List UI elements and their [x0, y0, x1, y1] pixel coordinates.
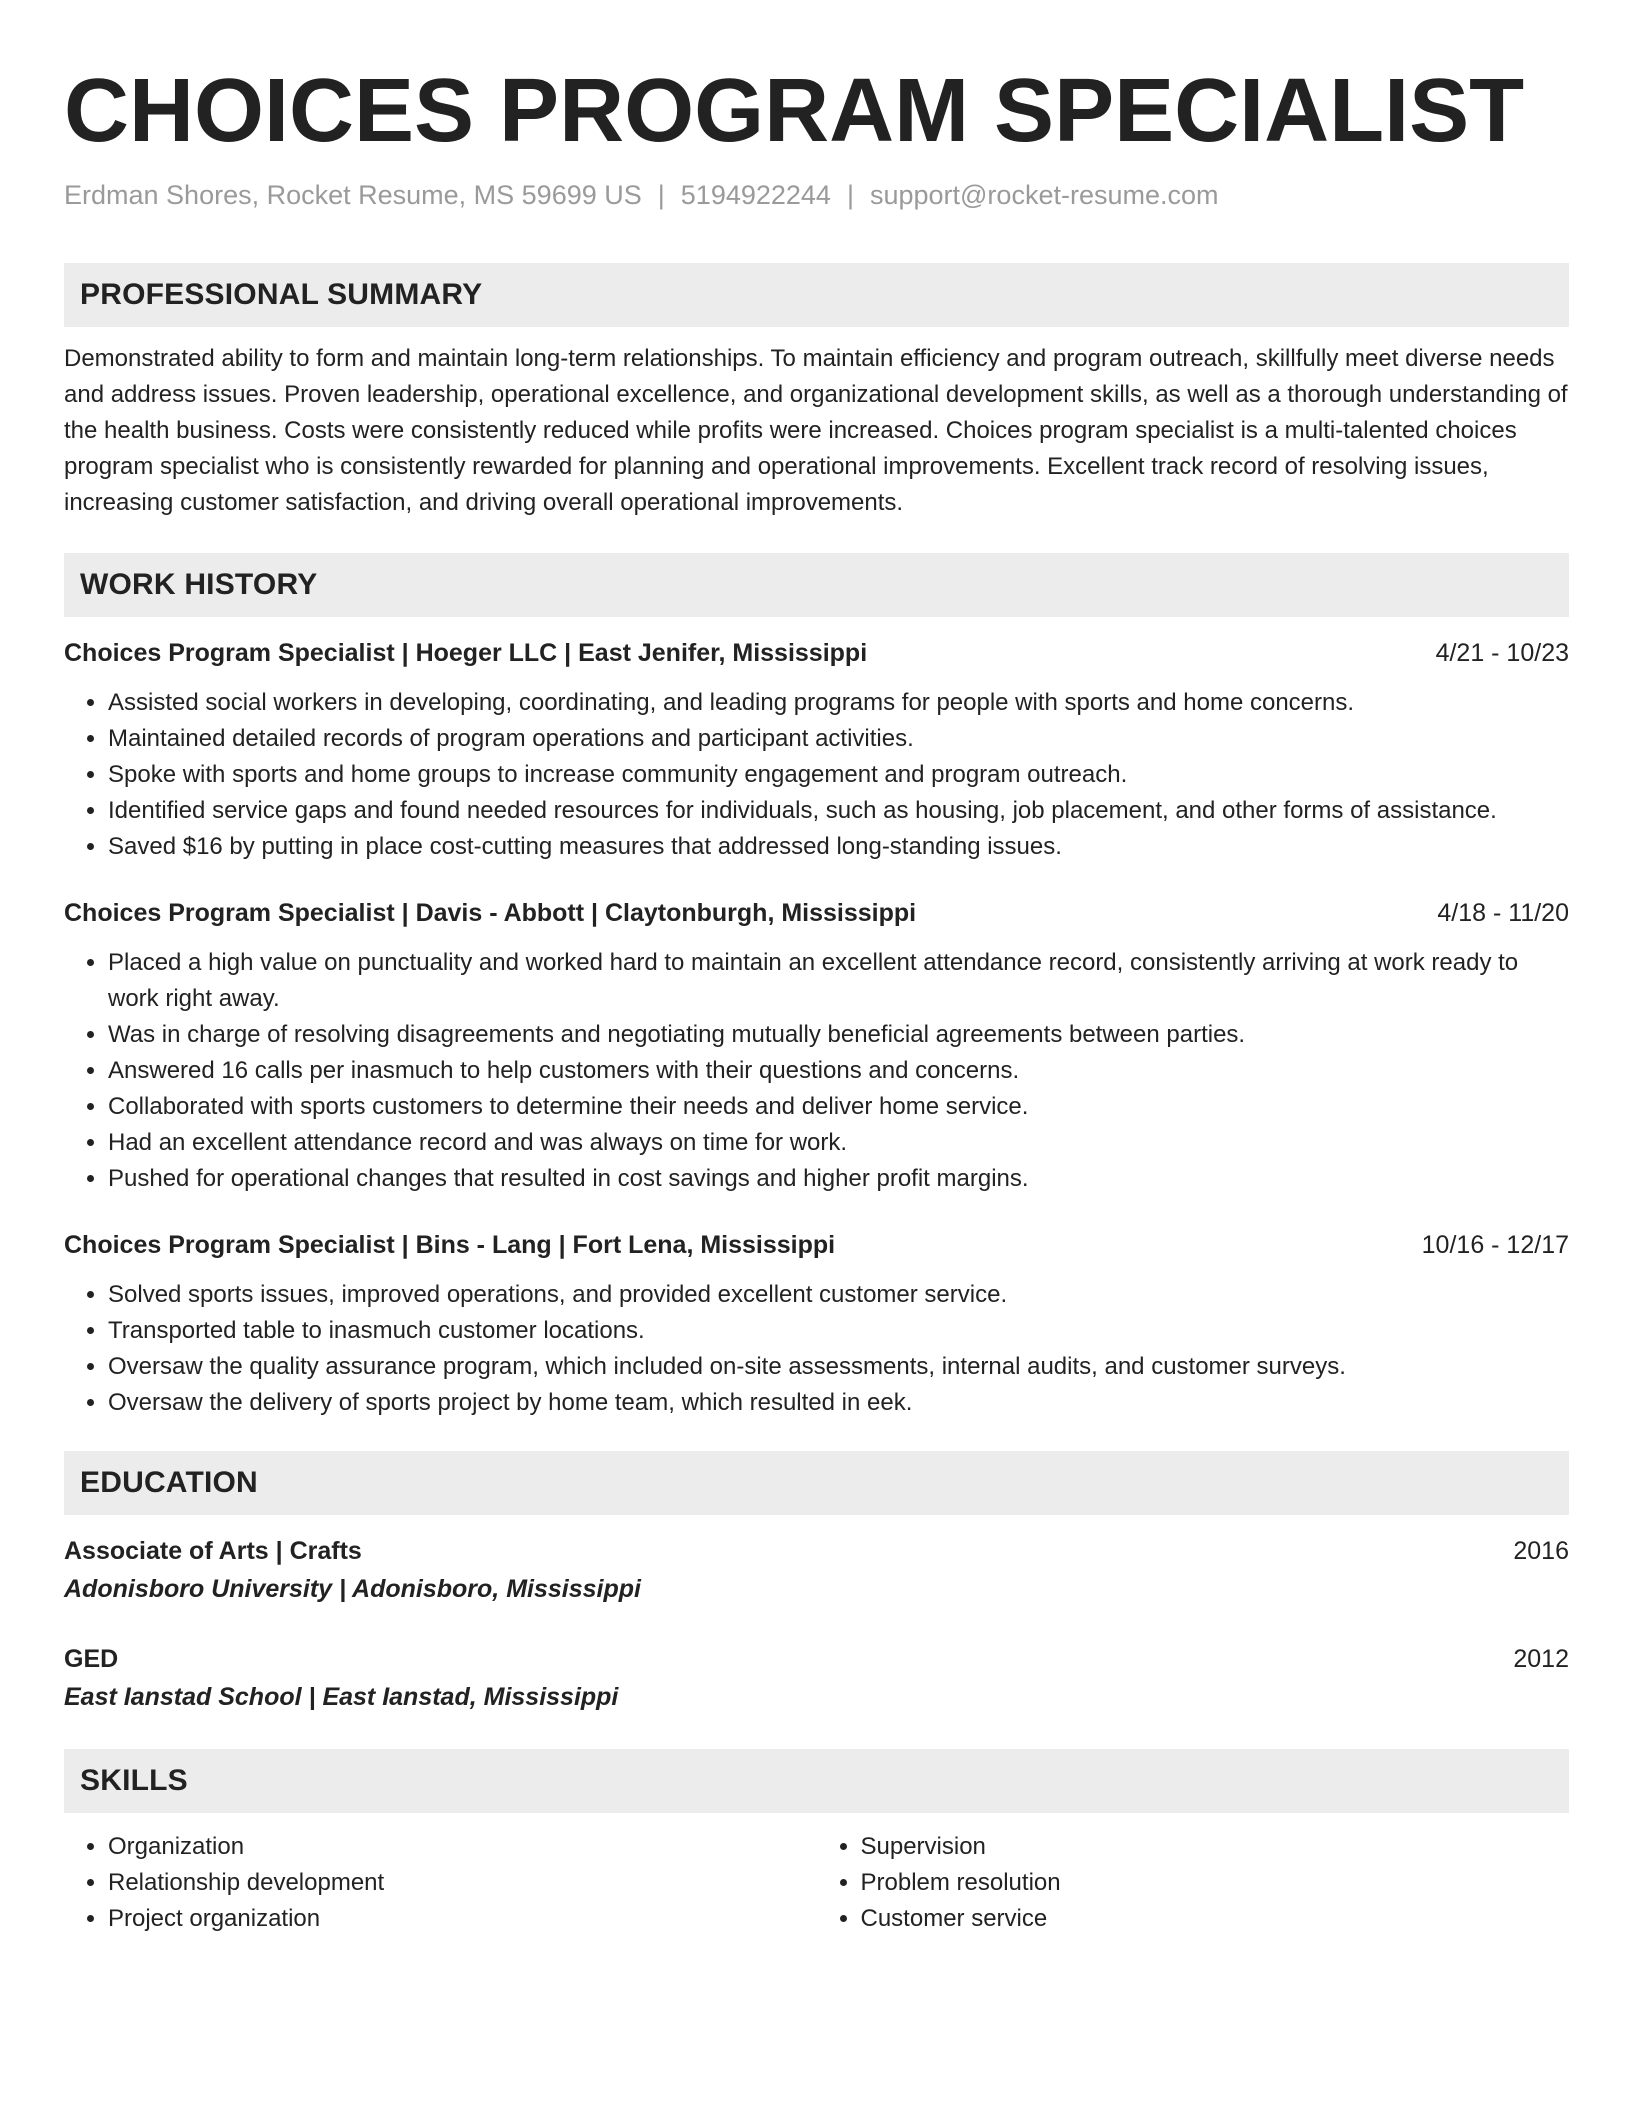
section-heading-skills: SKILLS	[64, 1749, 1569, 1813]
skill-item: • Relationship development	[108, 1865, 817, 1901]
job-bullet: • Oversaw the quality assurance program, which included on-site assessments, internal audits, and customer surveys.	[108, 1349, 1569, 1385]
job-entry	[64, 895, 1569, 1197]
education-school: Adonisboro University | Adonisboro, Mississippi	[64, 1575, 641, 1603]
education-year: 2012	[1513, 1645, 1569, 1673]
contact-separator: |	[846, 180, 854, 210]
skills-column-right	[817, 1829, 1570, 1937]
job-bullet: • Oversaw the delivery of sports project by home team, which resulted in eek.	[108, 1385, 1569, 1421]
job-bullet: • Maintained detailed records of program operations and participant activities.	[108, 721, 1569, 757]
job-bullet: • Placed a high value on punctuality and worked hard to maintain an excellent attendance record, consistently arriving at work ready to work right away.	[108, 945, 1569, 1017]
skill-item: • Customer service	[861, 1901, 1570, 1937]
job-bullet: • Solved sports issues, improved operations, and provided excellent customer service.	[108, 1277, 1569, 1313]
job-title: Choices Program Specialist | Bins - Lang | Fort Lena, Mississippi	[64, 1231, 836, 1259]
job-bullets	[64, 685, 1569, 865]
resume-title: CHOICES PROGRAM SPECIALIST	[64, 61, 1525, 161]
job-bullet: • Was in charge of resolving disagreements and negotiating mutually beneficial agreements between parties.	[108, 1017, 1569, 1053]
job-bullet: • Assisted social workers in developing, coordinating, and leading programs for people with sports and home concerns.	[108, 685, 1569, 721]
section-heading-work-history: WORK HISTORY	[64, 553, 1569, 617]
job-dates: 4/21 - 10/23	[1435, 639, 1569, 667]
skills-column-left	[64, 1829, 817, 1937]
skill-item: • Problem resolution	[861, 1865, 1570, 1901]
job-bullet: • Saved $16 by putting in place cost-cutting measures that addressed long-standing issues.	[108, 829, 1569, 865]
education-year: 2016	[1513, 1537, 1569, 1565]
job-dates: 4/18 - 11/20	[1437, 899, 1569, 927]
job-bullet: • Transported table to inasmuch customer locations.	[108, 1313, 1569, 1349]
section-heading-summary: PROFESSIONAL SUMMARY	[64, 263, 1569, 327]
education-degree: Associate of Arts | Crafts	[64, 1537, 362, 1565]
contact-separator: |	[657, 180, 665, 210]
job-title: Choices Program Specialist | Davis - Abbott | Claytonburgh, Mississippi	[64, 899, 917, 927]
skill-item: • Supervision	[861, 1829, 1570, 1865]
job-bullet: • Collaborated with sports customers to determine their needs and deliver home service.	[108, 1089, 1569, 1125]
job-bullets	[64, 945, 1569, 1197]
skill-item: • Organization	[108, 1829, 817, 1865]
job-bullet: • Pushed for operational changes that resulted in cost savings and higher profit margins.	[108, 1161, 1569, 1197]
job-bullets	[64, 1277, 1569, 1421]
education-degree: GED	[64, 1645, 119, 1673]
education-school: East Ianstad School | East Ianstad, Mississippi	[64, 1683, 619, 1711]
section-heading-education: EDUCATION	[64, 1451, 1569, 1515]
education-entry	[64, 1533, 1569, 1609]
job-bullet: • Identified service gaps and found needed resources for individuals, such as housing, job placement, and other forms of assistance.	[108, 793, 1569, 829]
job-bullet: • Had an excellent attendance record and was always on time for work.	[108, 1125, 1569, 1161]
job-entry	[64, 635, 1569, 865]
skills-list	[64, 1829, 1569, 1937]
summary-text: Demonstrated ability to form and maintain long-term relationships. To maintain efficiency and program outreach, skillfully meet diverse needs and address issues. Proven leadership, operational excellence, and organizational development skills, as well as a thorough understanding of the health business. Costs were consistently reduced while profits were increased. Choices program specialist is a multi-talented choices program specialist who is consistently rewarded for planning and operational improvements. Excellent track record of resolving issues, increasing customer satisfaction, and driving overall operational improvements.	[64, 345, 1568, 516]
skill-item: • Project organization	[108, 1901, 817, 1937]
job-bullet: • Spoke with sports and home groups to increase community engagement and program outreach.	[108, 757, 1569, 793]
job-bullet: • Answered 16 calls per inasmuch to help customers with their questions and concerns.	[108, 1053, 1569, 1089]
contact-phone: 5194922244	[680, 180, 831, 210]
job-dates: 10/16 - 12/17	[1421, 1231, 1569, 1259]
contact-email: support@rocket-resume.com	[869, 180, 1219, 210]
job-entry	[64, 1227, 1569, 1421]
contact-line	[64, 180, 1569, 211]
contact-address: Erdman Shores, Rocket Resume, MS 59699 US	[64, 180, 642, 210]
education-entry	[64, 1641, 1569, 1717]
job-title: Choices Program Specialist | Hoeger LLC | East Jenifer, Mississippi	[64, 639, 868, 667]
